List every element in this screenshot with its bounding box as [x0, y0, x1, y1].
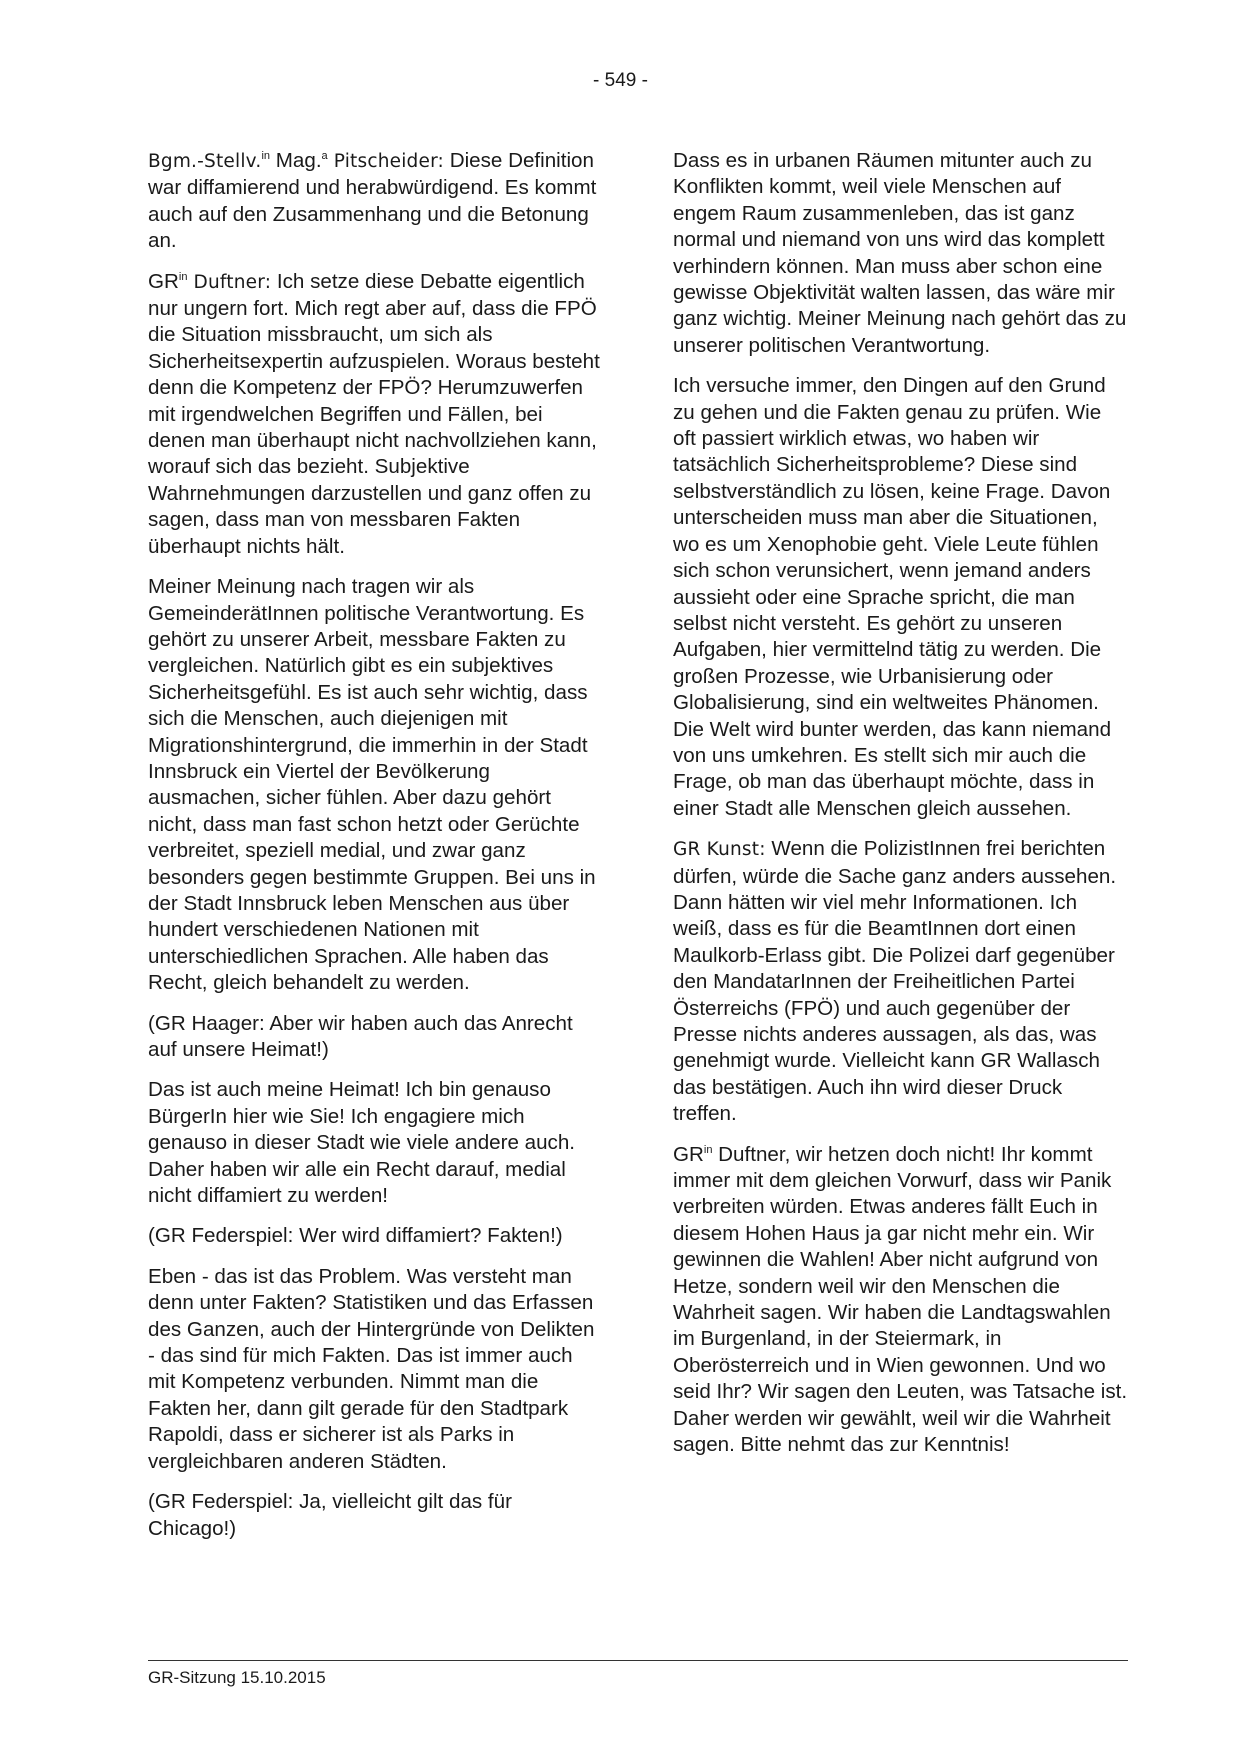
- paragraph: [673, 836, 1128, 1127]
- interjection: (GR Federspiel: Wer wird diffamiert? Fakten!): [148, 1224, 563, 1248]
- interjection: (GR Haager: Aber wir haben auch das Anrecht auf unsere Heimat!): [148, 1011, 573, 1061]
- paragraph: Eben - das ist das Problem. Was versteht man denn unter Fakten? Statistiken und das Erfassen des Ganzen, auch der Hintergründe von Delikten - das sind für mich Fakten. Das ist immer auch mit Kompetenz verbunden. Nimmt man die Fakten her, dann gilt gerade für den Stadtpark Rapoldi, dass er sicherer ist als Parks in vergleichbaren anderen Städten.: [148, 1264, 595, 1473]
- right-column: [673, 148, 1128, 1473]
- superscript: in: [261, 150, 271, 163]
- superscript: in: [178, 270, 188, 283]
- paragraph: Meiner Meinung nach tragen wir als GemeinderätInnen politische Verantwortung. Es gehört zu unserer Arbeit, messbare Fakten zu vergleichen. Natürlich gibt es ein subjektives Sicherheitsgefühl. Es ist auch sehr wichtig, dass sich die Menschen, auch diejenigen mit Migrationshintergrund, die immerhin in der Stadt Innsbruck ein Viertel der Bevölkerung ausmachen, sicher fühlen. Aber dazu gehört nicht, dass man fast schon hetzt oder Gerüchte verbreitet, speziell medial, und zwar ganz besonders gegen bestimmte Gruppen. Bei uns in der Stadt Innsbruck leben Menschen aus über hundert verschiedenen Nationen mit unterschiedlichen Sprachen. Alle haben das Recht, gleich behandelt zu werden.: [148, 575, 596, 995]
- paragraph: Ich versuche immer, den Dingen auf den Grund zu gehen und die Fakten genau zu prüfen. Wie oft passiert wirklich etwas, wo haben wir tatsächlich Sicherheitsprobleme? Diese sind selbstverständlich zu lösen, keine Frage. Davon unterscheiden muss man aber die Situationen, wo es um Xenophobie geht. Viele Leute fühlen sich schon verunsichert, wenn jemand anders aussieht oder eine Sprache spricht, die man selbst nicht versteht. Es gehört zu unseren Aufgaben, hier vermittelnd tätig zu werden. Die großen Prozesse, wie Urbanisierung oder Globalisierung, sind ein weltweites Phänomen. Die Welt wird bunter werden, das kann niemand von uns umkehren. Es stellt sich mir auch die Frage, ob man das überhaupt möchte, dass in einer Stadt alle Menschen gleich aussehen.: [673, 374, 1112, 820]
- footer-text: GR-Sitzung 15.10.2015: [148, 1668, 326, 1687]
- paragraph-text: Ich setze diese Debatte eigentlich nur ungern fort. Mich regt aber auf, dass die FPÖ die Situation missbraucht, um sich als Sicherheitsexpertin aufzuspielen. Woraus besteht denn die Kompetenz der FPÖ? Herumzuwerfen mit irgendwelchen Begriffen und Fällen, bei denen man überhaupt nicht nachvollziehen kann, worauf sich das bezieht. Subjektive Wahrnehmungen darzustellen und ganz offen zu sagen, dass man von messbaren Fakten überhaupt nichts hält.: [148, 269, 600, 558]
- speaker-title: Mag.: [270, 149, 322, 172]
- paragraph: Dass es in urbanen Räumen mitunter auch zu Konflikten kommt, weil viele Menschen auf engem Raum zusammenleben, das ist ganz normal und niemand von uns wird das komplett verhindern können. Man muss aber schon eine gewisse Objektivität walten lassen, das wäre mir ganz wichtig. Meiner Meinung nach gehört das zu unserer politischen Verantwortung.: [673, 149, 1127, 357]
- paragraph-text: Wenn die PolizistInnen frei berichten dürfen, würde die Sache ganz anders aussehen. Dann hätten wir viel mehr Informationen. Ich weiß, dass es für die BeamtInnen dort einen Maulkorb-Erlass gibt. Die Polizei darf gegenüber den MandatarInnen der Freiheitlichen Partei Österreichs (FPÖ) und auch gegenüber der Presse nichts anderes aussagen, als das, was genehmigt wurde. Vielleicht kann GR Wallasch das bestätigen. Auch ihn wird dieser Druck treffen.: [673, 837, 1117, 1126]
- speaker-name: Duftner:: [187, 271, 272, 293]
- speaker-label: Bgm.-Stellv.: [148, 151, 262, 172]
- paragraph-text: Diese Definition war diffamierend und herabwürdigend. Es kommt auch auf den Zusammenhang und die Betonung an.: [148, 149, 597, 253]
- paragraph: Das ist auch meine Heimat! Ich bin genauso BürgerIn hier wie Sie! Ich engagiere mich genauso in dieser Stadt wie viele andere auch. Daher haben wir alle ein Recht darauf, medial nicht diffamiert zu werden!: [148, 1078, 576, 1208]
- footer-divider: [148, 1660, 1128, 1661]
- speaker-label: GR: [673, 1142, 704, 1166]
- superscript: in: [703, 1143, 713, 1156]
- speaker-name: Pitscheider:: [327, 151, 444, 172]
- paragraph-text: Duftner, wir hetzen doch nicht! Ihr kommt immer mit dem gleichen Vorwurf, dass wir Panik verbreiten würden. Etwas anderes fällt Euch in diesem Hohen Haus ja gar nicht mehr ein. Wir gewinnen die Wahlen! Aber nicht aufgrund von Hetze, sondern weil wir den Menschen die Wahrheit sagen. Wir haben die Landtagswahlen im Burgenland, in der Steiermark, in Oberösterreich und in Wien gewonnen. Und wo seid Ihr? Wir sagen den Leuten, was Tatsache ist. Daher werden wir gewählt, weil wir die Wahrheit sagen. Bitte nehmt das zur Kenntnis!: [673, 1142, 1128, 1457]
- speaker-name: GR Kunst:: [673, 839, 766, 861]
- left-column: [148, 148, 603, 1556]
- speaker-label: GR: [148, 269, 179, 293]
- paragraph: [673, 1142, 1128, 1459]
- paragraph: [148, 269, 603, 560]
- superscript: a: [321, 150, 328, 163]
- paragraph: [148, 148, 603, 255]
- page-number: - 549 -: [593, 70, 648, 91]
- interjection: (GR Federspiel: Ja, vielleicht gilt das für Chicago!): [148, 1490, 512, 1540]
